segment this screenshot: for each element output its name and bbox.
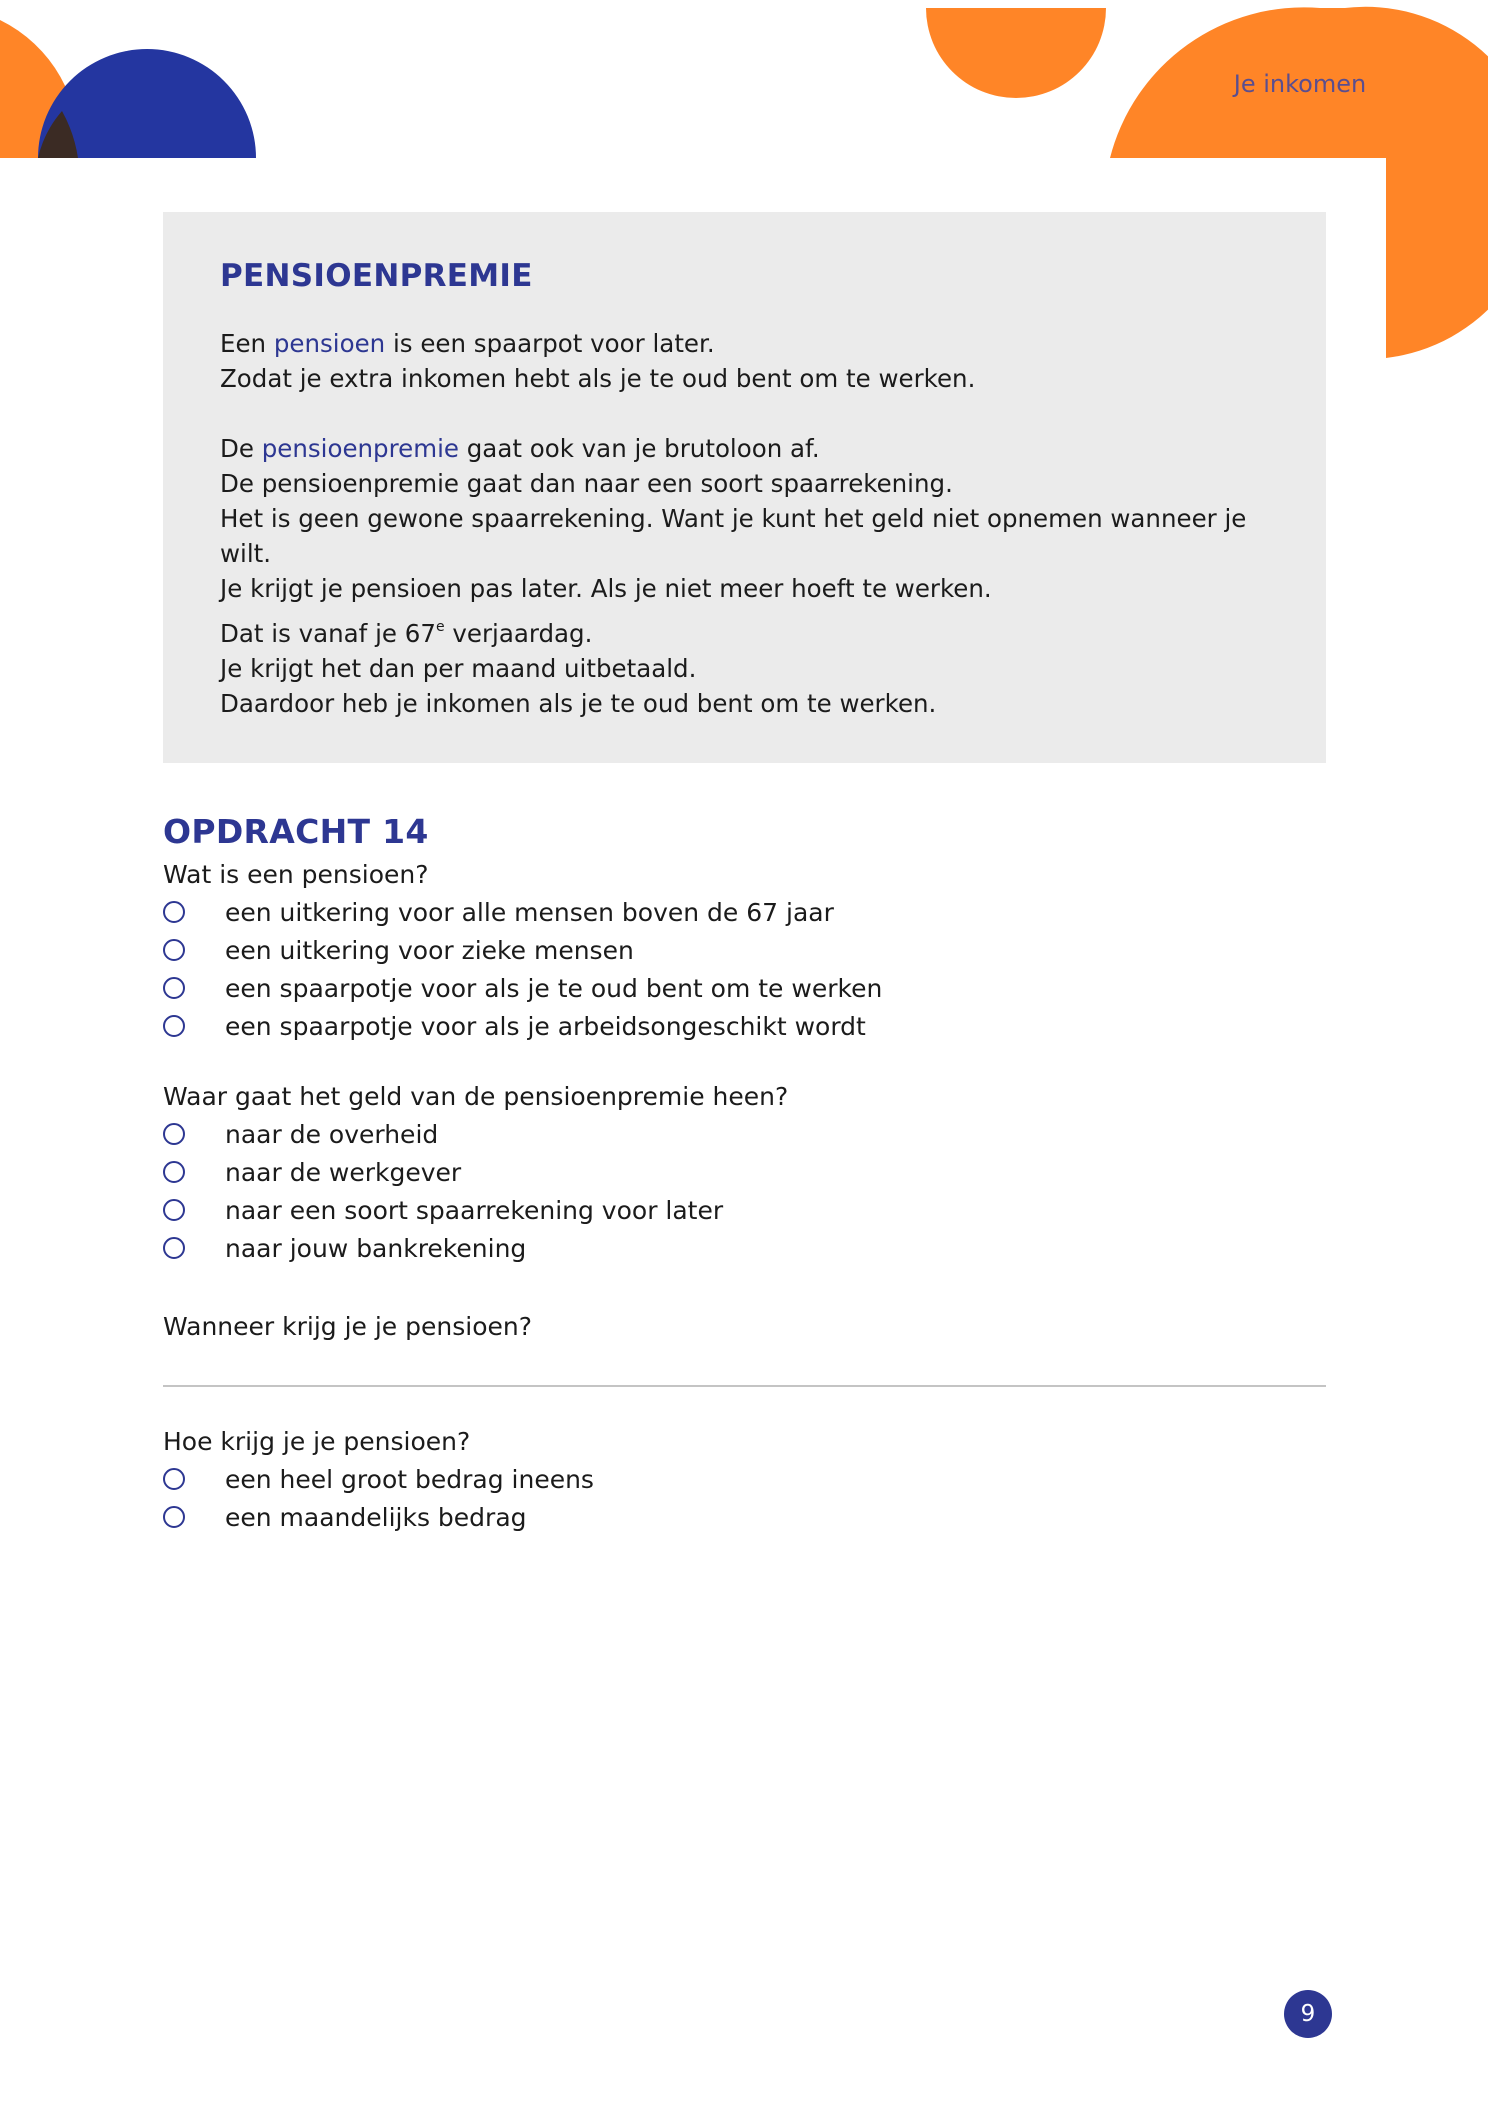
- radio-button[interactable]: [163, 1468, 185, 1490]
- option[interactable]: naar een soort spaarrekening voor later: [163, 1191, 723, 1229]
- options-2: [163, 1115, 723, 1267]
- radio-button[interactable]: [163, 977, 185, 999]
- term-pensioenpremie: pensioenpremie: [261, 434, 459, 463]
- option[interactable]: naar jouw bankrekening: [163, 1229, 723, 1267]
- option[interactable]: een heel groot bedrag ineens: [163, 1460, 594, 1498]
- info-line: De pensioenpremie gaat dan naar een soort spaarrekening.: [220, 469, 953, 498]
- info-line: Het is geen gewone spaarrekening. Want je kunt het geld niet opnemen wanneer je wilt.: [220, 504, 1247, 568]
- options-4: [163, 1460, 594, 1536]
- radio-button[interactable]: [163, 901, 185, 923]
- radio-button[interactable]: [163, 1015, 185, 1037]
- option[interactable]: een spaarpotje voor als je te oud bent om te werken: [163, 969, 882, 1007]
- question-3: Wanneer krijg je je pensioen?: [163, 1312, 532, 1341]
- radio-button[interactable]: [163, 1199, 185, 1221]
- question-4: Hoe krijg je je pensioen?: [163, 1427, 471, 1456]
- radio-button[interactable]: [163, 1161, 185, 1183]
- info-line: Een pensioen is een spaarpot voor later.: [220, 329, 715, 358]
- section-label: Je inkomen: [1233, 70, 1367, 98]
- assignment-title: OPDRACHT 14: [163, 812, 429, 851]
- option[interactable]: een uitkering voor alle mensen boven de 67 jaar: [163, 893, 882, 931]
- info-line: Je krijgt je pensioen pas later. Als je niet meer hoeft te werken.: [220, 574, 992, 603]
- orange-circle: [926, 8, 1106, 98]
- option[interactable]: naar de werkgever: [163, 1153, 723, 1191]
- page-number: 9: [1284, 1990, 1332, 2038]
- radio-button[interactable]: [163, 1237, 185, 1259]
- info-line: Je krijgt het dan per maand uitbetaald.: [220, 654, 697, 684]
- option[interactable]: naar de overheid: [163, 1115, 723, 1153]
- option[interactable]: een maandelijks bedrag: [163, 1498, 594, 1536]
- radio-button[interactable]: [163, 1123, 185, 1145]
- term-pensioen: pensioen: [273, 329, 386, 358]
- question-2: Waar gaat het geld van de pensioenpremie heen?: [163, 1082, 789, 1111]
- info-line: Dat is vanaf je 67e verjaardag.: [220, 619, 593, 649]
- options-1: [163, 893, 882, 1045]
- info-line: Zodat je extra inkomen hebt als je te oud bent om te werken.: [220, 364, 976, 393]
- answer-line[interactable]: [163, 1385, 1326, 1387]
- info-line: De pensioenpremie gaat ook van je brutoloon af.: [220, 434, 820, 463]
- info-line: Daardoor heb je inkomen als je te oud bent om te werken.: [220, 689, 937, 719]
- option[interactable]: een uitkering voor zieke mensen: [163, 931, 882, 969]
- info-box-title: PENSIOENPREMIE: [220, 258, 533, 294]
- question-1: Wat is een pensioen?: [163, 860, 429, 889]
- radio-button[interactable]: [163, 1506, 185, 1528]
- info-box: [163, 212, 1326, 763]
- radio-button[interactable]: [163, 939, 185, 961]
- option[interactable]: een spaarpotje voor als je arbeidsongeschikt wordt: [163, 1007, 882, 1045]
